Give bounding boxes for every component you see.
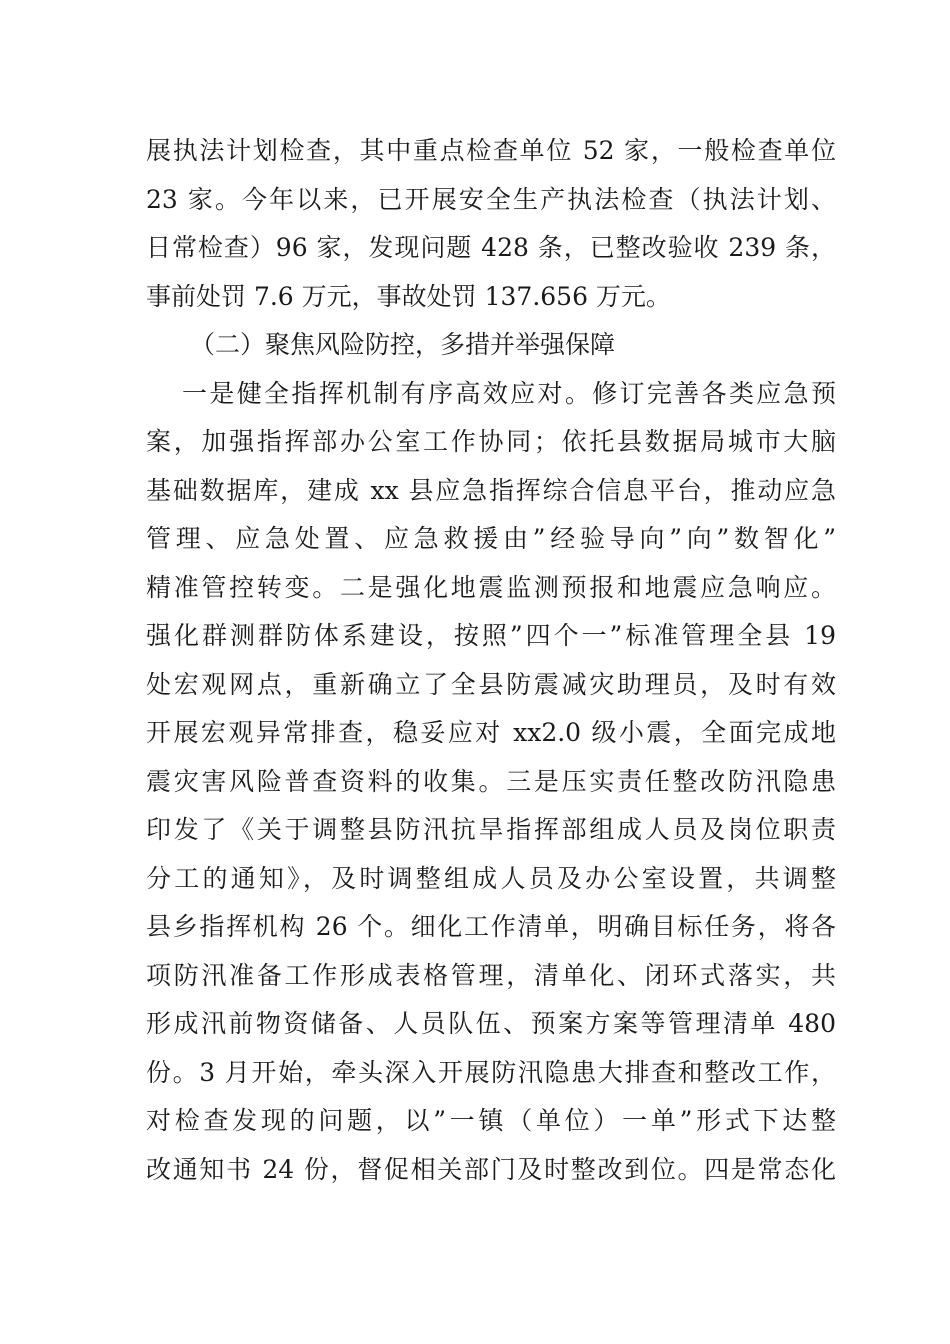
text-line: 开展宏观异常排查，稳妥应对 xx2.0 级小震，全面完成地 — [146, 718, 836, 747]
text-line: 形成汛前物资储备、人员队伍、预案方案等管理清单 480 — [146, 1009, 836, 1038]
text-line: 日常检查）96 家，发现问题 428 条，已整改验收 239 条， — [146, 233, 836, 262]
text-line: 精准管控转变。二是强化地震监测预报和地震应急响应。 — [146, 572, 836, 602]
text-line: 案，加强指挥部办公室工作协同；依托县数据局城市大脑 — [146, 427, 836, 456]
text-line: 震灾害风险普查资料的收集。三是压实责任整改防汛隐患 — [146, 766, 836, 796]
document-body — [146, 127, 836, 1194]
text-line: 分工的通知》，及时调整组成人员及办公室设置，共调整 — [146, 863, 836, 893]
section-heading: （二）聚焦风险防控，多措并举强保障 — [190, 330, 616, 359]
text-line: 事前处罚 7.6 万元，事故处罚 137.656 万元。 — [146, 281, 671, 311]
text-line: 23 家。今年以来，已开展安全生产执法检查（执法计划、 — [146, 184, 836, 214]
text-line: 印发了《关于调整县防汛抗旱指挥部组成人员及岗位职责 — [146, 815, 836, 844]
text-line: 改通知书 24 份，督促相关部门及时整改到位。四是常态化 — [146, 1154, 836, 1184]
text-line: 处宏观网点，重新确立了全县防震减灾助理员，及时有效 — [146, 669, 836, 699]
text-line: 对检查发现的问题，以”一镇（单位）一单”形式下达整 — [146, 1106, 836, 1135]
text-line: 基础数据库，建成 xx 县应急指挥综合信息平台，推动应急 — [146, 475, 836, 505]
text-line: 展执法计划检查，其中重点检查单位 52 家，一般检查单位 — [146, 136, 836, 165]
text-line: 县乡指挥机构 26 个。细化工作清单，明确目标任务，将各 — [146, 912, 836, 941]
text-line: 份。3 月开始，牵头深入开展防汛隐患大排查和整改工作， — [146, 1057, 836, 1087]
text-line: 强化群测群防体系建设，按照”四个一”标准管理全县 19 — [146, 621, 836, 650]
text-line: 项防汛准备工作形成表格管理，清单化、闭环式落实，共 — [146, 960, 836, 990]
text-line: 一是健全指挥机制有序高效应对。修订完善各类应急预 — [182, 378, 836, 408]
text-line: 管理、应急处置、应急救援由”经验导向”向”数智化” — [146, 524, 836, 553]
